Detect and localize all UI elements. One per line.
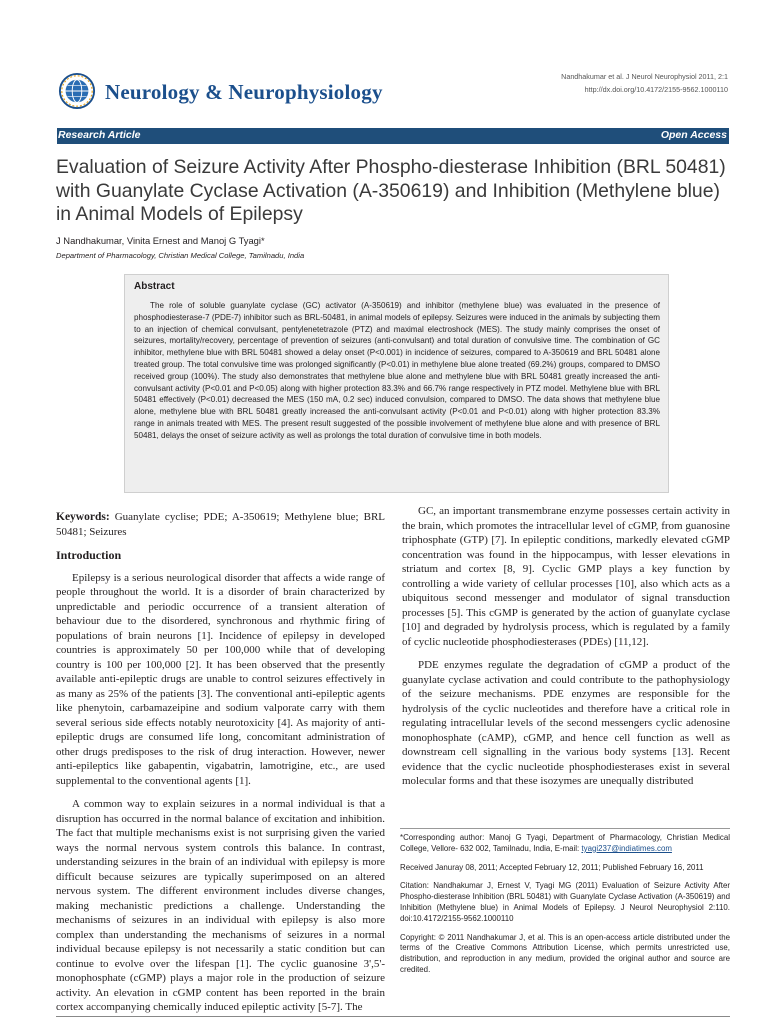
article-title: Evaluation of Seizure Activity After Phospho-diesterase Inhibition (BRL 50481) with Guanylate Cyclase Activation (A-350619) and Inhibition (Methylene blue) in Animal Models of Epilepsy [56, 156, 726, 226]
citation-note: Citation: Nandhakumar J, Ernest V, Tyagi MG (2011) Evaluation of Seizure Activity After Phospho-diesterase Inhibition (BRL 50481) with Guanylate Cyclase Activation (A-350619) and Inhibition (Methylene blue) in Animal Models of Epilepsy. J Neurol Neurophysiol 2:110. doi:10.4172/2155-9562.1000110 [400, 881, 730, 923]
right-column [402, 504, 730, 798]
page-header [0, 0, 768, 124]
citation-line: Nandhakumar et al. J Neurol Neurophysiol 2011, 2:1 [561, 72, 728, 81]
copyright-note: Copyright: © 2011 Nandhakumar J, et al. This is an open-access article distributed under the terms of the Creative Commons Attribution License, which permits unrestricted use, distribution, and reproduction in any medium, provided the original author and source are credited. [400, 932, 730, 974]
doi-link[interactable]: http://dx.doi.org/10.4172/2155-9562.1000110 [584, 85, 728, 94]
corresponding-author [400, 833, 730, 855]
abstract-heading: Abstract [134, 281, 175, 292]
right-paragraph-2: PDE enzymes regulate the degradation of cGMP a product of the guanylate cyclase activation and could contribute to the pathophysiology of the seizure mechanisms. PDE enzymes are responsible for the hydrolysis of the cyclic nucleotides and therefore have a critical role in regulating intracellular levels of the second messengers cyclic adenosine monophosphate (cAMP), cGMP, and hence cell function as well as downstream cell signalling in the various body systems [13]. Recent evidence that the cyclic nucleotide phosphodiesterases exist in several molecular forms and that these isozymes are unequally distributed [402, 659, 730, 787]
received-dates: Received Januray 08, 2011; Accepted February 12, 2011; Published February 16, 2011 [400, 862, 704, 872]
abstract-text: The role of soluble guanylate cyclase (GC) activator (A-350619) and inhibitor (methylene blue) was evaluated in the presence of phosphodiesterase-7 (PDE-7) inhibitor such as BRL-50481, in animal models of epilepsy. Seizures were induced in the animals by subjecting them to an injection of chemical convulsant, pentylenetetrazole (PTZ) and maximal electroshock (MES). The study mainly comprises the onset of seizures, mortality/recovery, percentage of prevention of seizures (anti-convulsant) and total duration of convulsive time. The combination of GC inhibitor, methylene blue with BRL 50481 showed a delay onset (P<0.001) in incidence of seizures, compared to A-350619 and BRL 50481 alone treated group. The total convulsive time was prolonged significantly (P<0.01) in methylene blue alone treated (69.2%) groups, compared to DMSO received group (100%). The study also demonstrates that methylene blue alone and methylene blue with BRL 50481 greatly increased the anti-convulsant activity (P<0.01 and P<0.05) along with higher protection 83.3% and 66.7% range respectively in PTZ model. Methylene blue with BRL 50481 effectively (P<0.01) decreased the MES (150 mA, 0.2 sec) induced convulsion, compared to DMSO. The data shows that methylene blue alone, methylene blue with BRL 50481 greatly increased the anti-convulsant activity (P<0.01 and P<0.01) along with higher protection 83.3% range in animals treated with MES. The present result suggested of the possible involvement of methylene blue alone and with presence of BRL 50481, delays the onset of seizure activity as well as prolongs the total duration of convulsive time in both models. [134, 301, 660, 440]
author-list: J Nandhakumar, Vinita Ernest and Manoj G Tyagi* [56, 235, 265, 246]
footnote-divider [400, 828, 730, 829]
journal-name: Neurology & Neurophysiology [105, 80, 383, 104]
open-access-label: Open Access [660, 129, 727, 141]
keywords-text: Guanylate cyclise; PDE; A-350619; Methylene blue; BRL 50481; Seizures [56, 511, 385, 538]
corresponding-author-text: *Corresponding author: Manoj G Tyagi, Department of Pharmacology, Christian Medical College, Vellore- 632 002, Tamilnadu, India, E-mail: [400, 833, 730, 853]
keywords-label: Keywords: [56, 511, 110, 523]
article-type-bar [57, 128, 729, 144]
bottom-divider [56, 1016, 730, 1017]
intro-paragraph-2: A common way to explain seizures in a normal individual is that a disruption has occurred in the normal balance of excitation and inhibition. The fact that multiple mechanisms exist is not surprising given the varied ways the normal nervous system controls this balance. In contrast, understanding seizures in the brain of an individual with epilepsy is more difficult because seizures are typically superimposed on an altered nervous system. The different environment includes diverse changes, making mechanistic predictions a challenge. Understanding the mechanisms of seizures in an individual with epilepsy is also more complex than understanding the mechanisms of seizures in a normal individual because epilepsy is not necessarily a static condition but can continue to evolve over the lifespan [1]. The cyclic guanosine 3',5'-monophosphate (cGMP) plays a major role in the production of seizure activity. An elevation in cGMP content has been reported in the brain cortex accompanying chemically induced epileptic activity [5-7]. The [56, 798, 385, 1013]
keywords [56, 510, 385, 539]
citation-info [561, 70, 728, 96]
author-email-link[interactable]: tyagi237@indiatimes.com [581, 843, 672, 853]
globe-logo-icon [58, 72, 96, 110]
research-article-label: Research Article [58, 129, 141, 141]
affiliation: Department of Pharmacology, Christian Medical College, Tamilnadu, India [56, 251, 305, 260]
footnote-box [400, 828, 730, 984]
intro-paragraph-1: Epilepsy is a serious neurological disorder that affects a wide range of people throughout the world. It is a disorder of brain characterized by unpredictable and periodic occurrence of a transient alteration of behaviour due to the disordered, synchronous and rhythmic firing of populations of brain neurons [1]. Incidence of epilepsy in developed countries is approximately 50 per 100,000 while that of developing country is 100 per 100,000 [2]. It has been observed that the presently available anti-epileptic drugs are unable to control seizures effectively in as many as 25% of the patients [3]. The conventional anti-epileptic agents like phenytoin, carbamazeipine and sodium valporate carry with them several serious side effects notably neurotoxicity [4]. As majority of anti-epileptic drugs are consumed life long, concomitant administration of other drugs predisposes to the risk of drug interaction. However, newer anti-epileptics like gabapentin, vigabatrin, lamotrigine, etc., are used supplemental to the conventional agents [1]. [56, 571, 385, 787]
right-paragraph-1: GC, an important transmembrane enzyme possesses certain activity in the brain, which promotes the intracellular level of cGMP, from guanosine triphosphate (GTP) [7]. In epileptic conditions, markedly elevated cGMP concentration was found in the hippocampus, with lesser elevations in striatum and cortex [8, 9]. Cyclic GMP plays a key function by controlling a wide variety of cellular processes [10], also which acts as a ubiquitous second messenger and modulator of signal transduction processes [5]. This cGMP is generated by the action of guanylate cyclase [10] and degraded by hydrolysis process, which is regulated by a family of cyclic nucleotide phosphodiesterases (PDEs) [11,12]. [402, 505, 730, 648]
introduction-heading: Introduction [56, 548, 122, 562]
left-column [56, 510, 385, 1024]
